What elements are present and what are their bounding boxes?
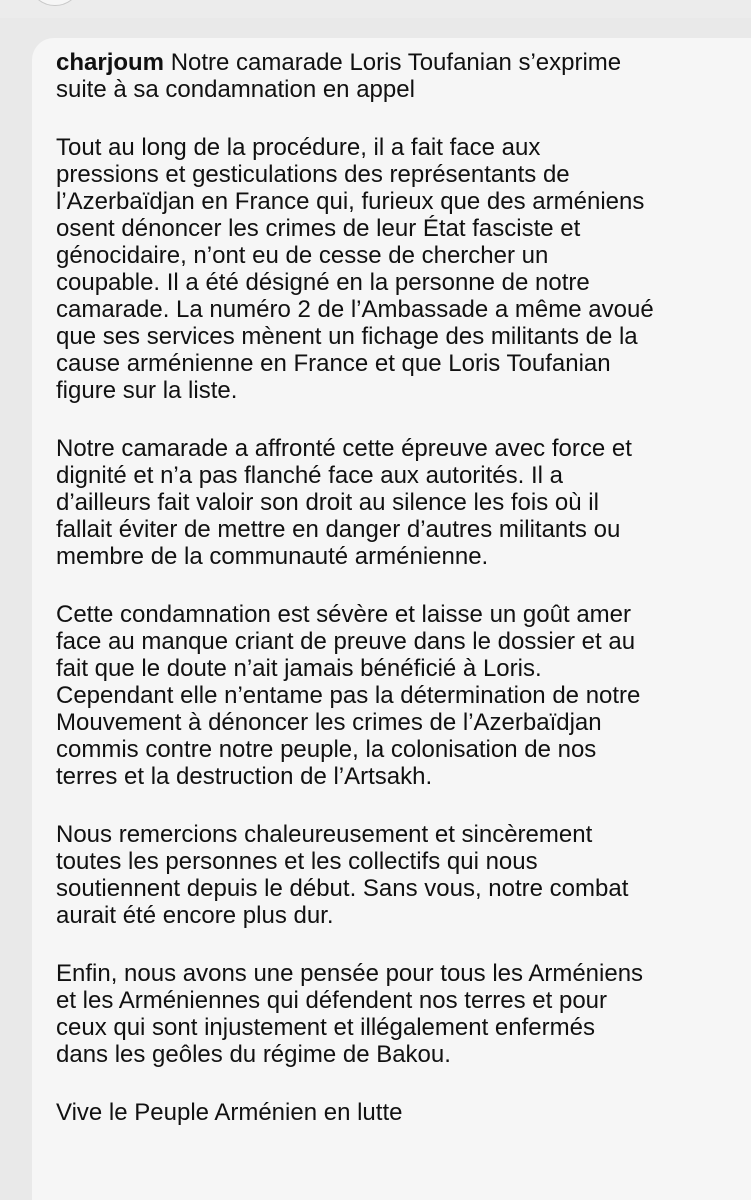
caption <box>56 49 727 103</box>
paragraph-dignity: Notre camarade a affronté cette épreuve avec force et dignité et n’a pas flanché face aux autorités. Il a d’ailleurs fait valoir son droit au silence les fois où il fallait éviter de mettre en danger d’autres militants ou membre de la communauté arménienne. <box>56 435 632 570</box>
avatar[interactable] <box>28 0 82 6</box>
paragraph-procedure: Tout au long de la procédure, il a fait face aux pressions et gesticulations des représentants de l’Azerbaïdjan en France qui, furieux que des arméniens osent dénoncer les crimes de leur État fasciste et génocidaire, n’ont eu de cesse de chercher un coupable. Il a été désigné en la personne de notre camarade. La numéro 2 de l’Ambassade a même avoué que ses services mènent un fichage des militants de la cause arménienne en France et que Loris Toufanian figure sur la liste. <box>56 134 654 404</box>
paragraph-closing: Vive le Peuple Arménien en lutte <box>56 1099 403 1126</box>
paragraph-condemnation: Cette condamnation est sévère et laisse un goût amer face au manque criant de preuve dans le dossier et au fait que le doute n’ait jamais bénéficié à Loris. Cependant elle n’entame pas la détermination de notre Mouvement à dénoncer les crimes de l’Azerbaïdjan commis contre notre peuple, la colonisation de nos terres et la destruction de l’Artsakh. <box>56 601 641 790</box>
paragraph-thoughts: Enfin, nous avons une pensée pour tous les Arméniens et les Arméniennes qui défendent nos terres et pour ceux qui sont injustement et illégalement enfermés dans les geôles du régime de Bakou. <box>56 960 644 1068</box>
post-caption-card <box>32 38 751 1200</box>
paragraph-thanks: Nous remercions chaleureusement et sincèrement toutes les personnes et les collectifs qui nous soutiennent depuis le début. Sans vous, notre combat aurait été encore plus dur. <box>56 821 629 929</box>
top-bar <box>0 0 751 18</box>
caption-title: Notre camarade Loris Toufanian s’exprime suite à sa condamnation en appel <box>56 49 622 103</box>
username[interactable]: charjoum <box>56 49 165 76</box>
